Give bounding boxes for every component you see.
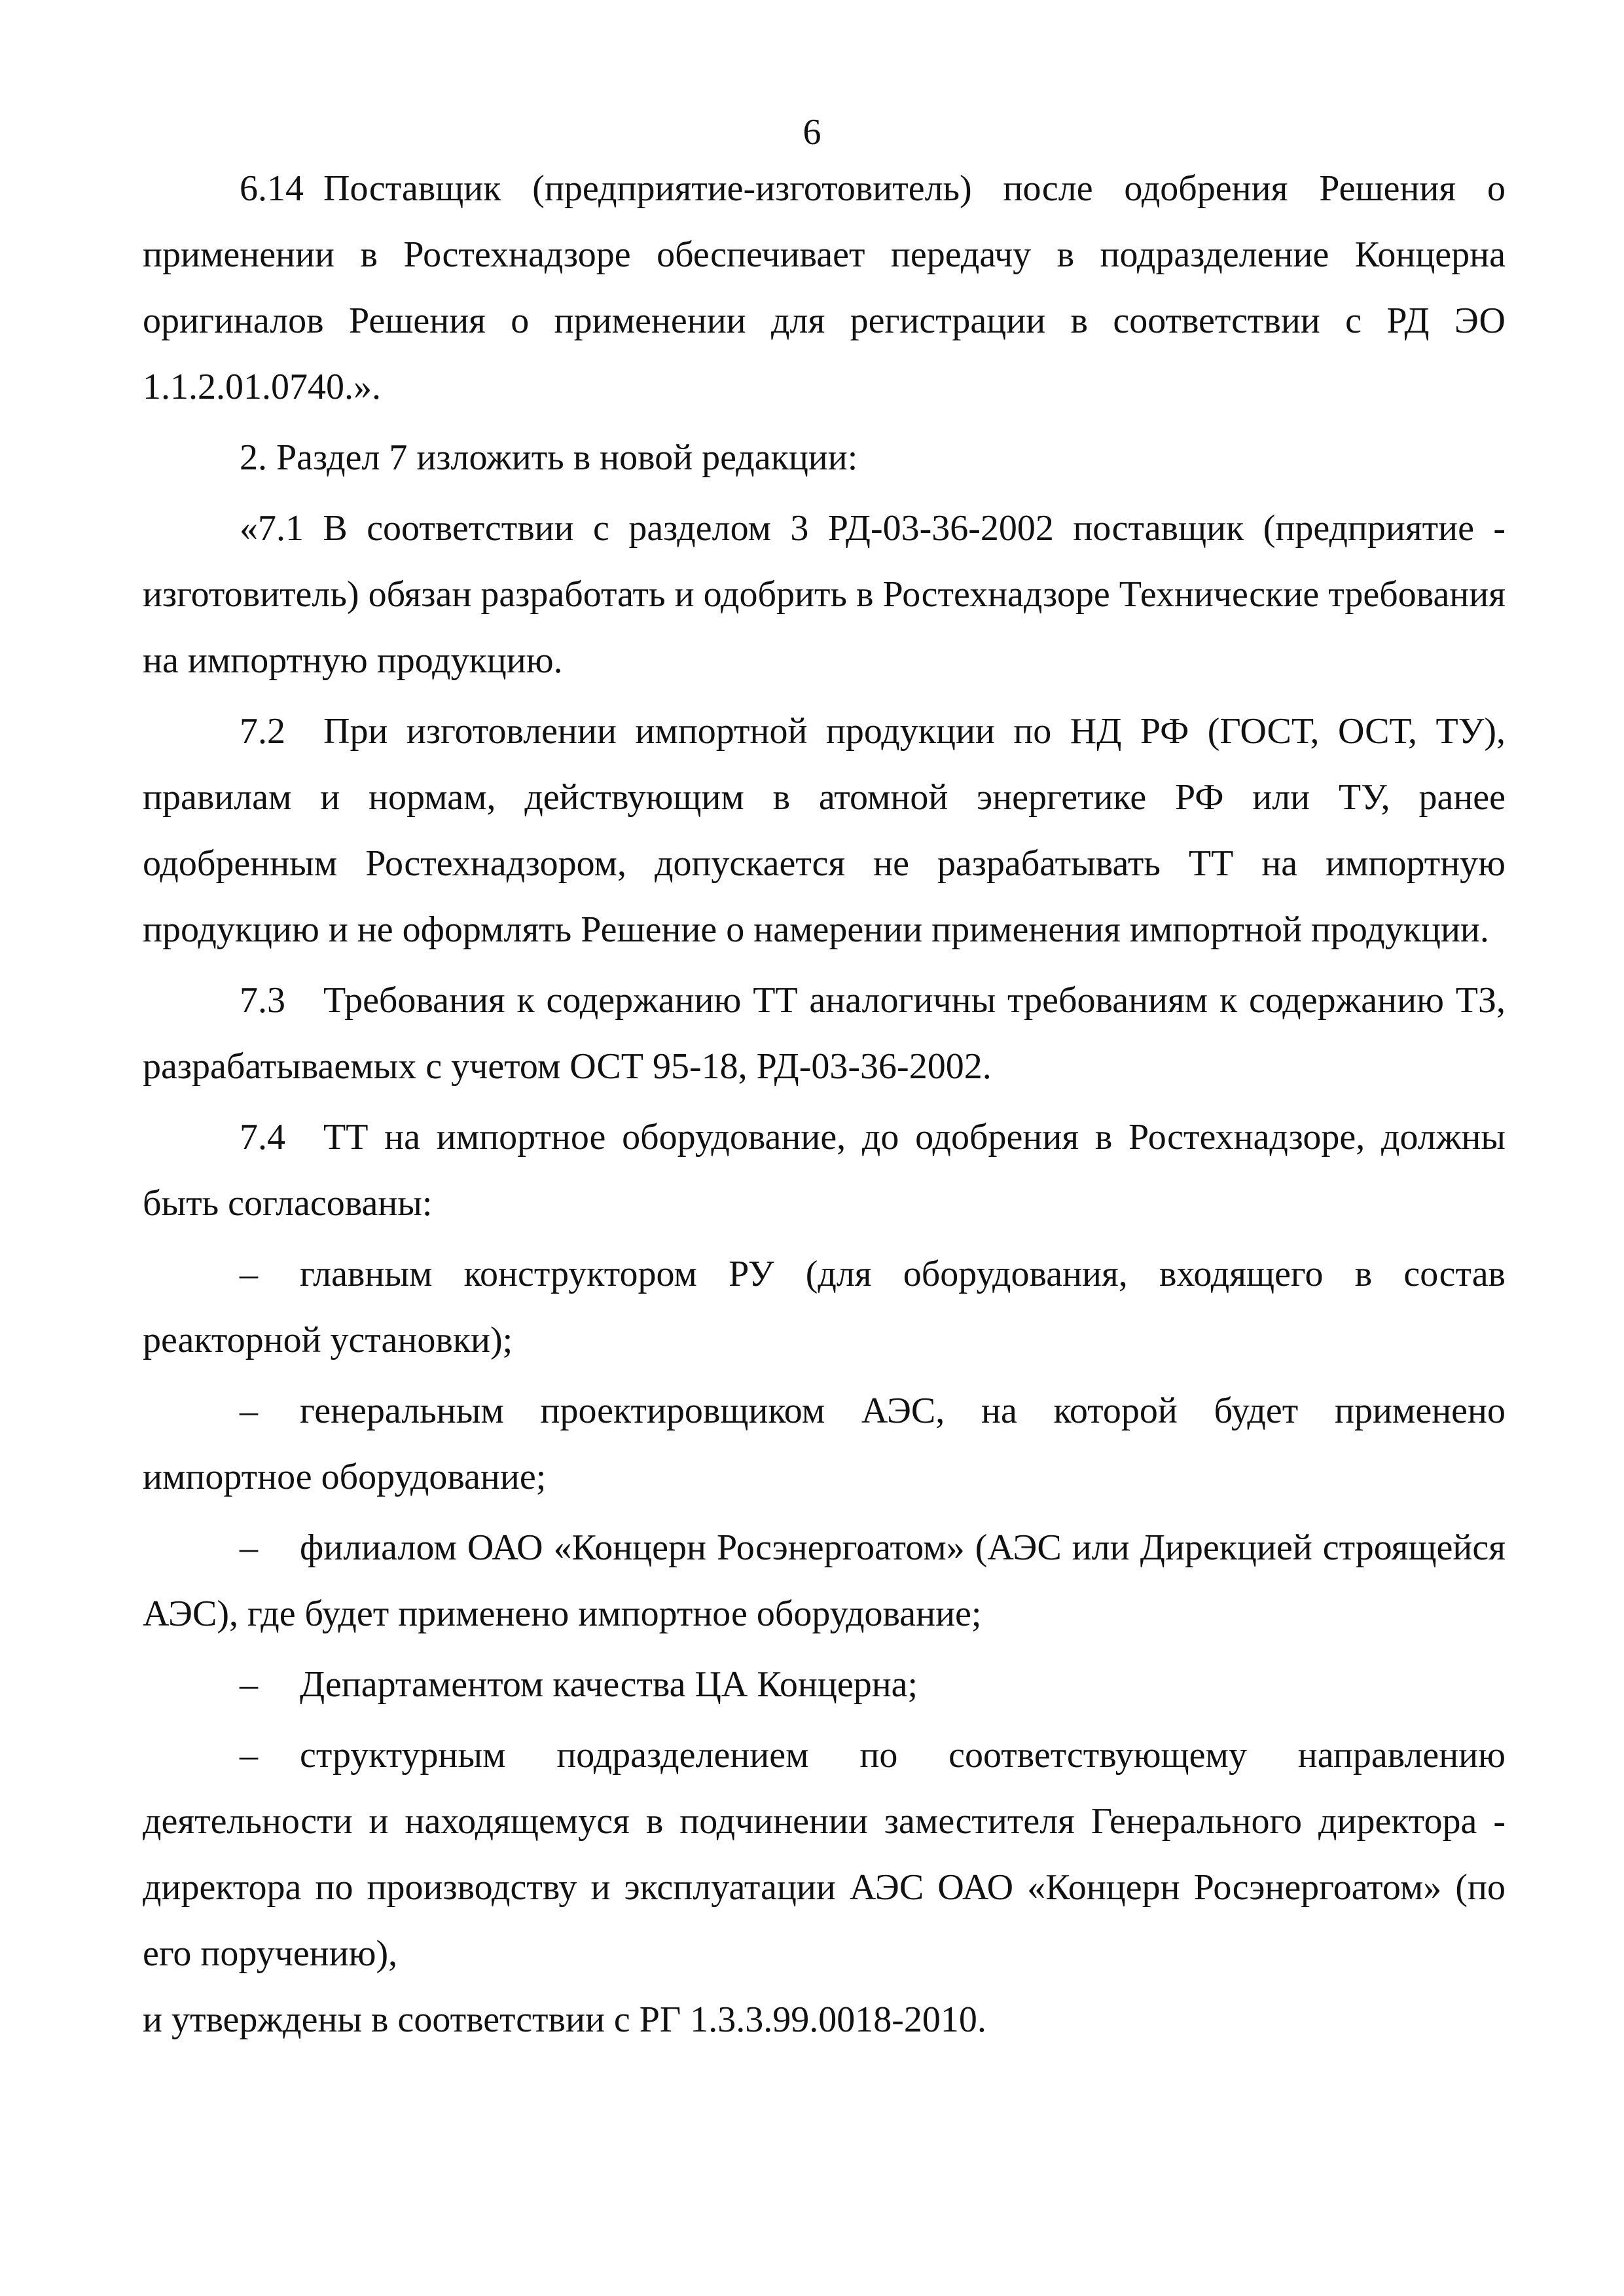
list-item	[143, 1378, 1506, 1510]
list-item-text: Департаментом качества ЦА Концерна;	[300, 1664, 918, 1705]
list-dash: –	[240, 1735, 258, 1776]
paragraph-number: 7.3	[240, 980, 285, 1021]
list-item	[143, 1515, 1506, 1647]
paragraph-7-4	[143, 1104, 1506, 1237]
paragraph-7-1	[143, 496, 1506, 694]
list-dash: –	[240, 1527, 258, 1568]
document-body	[143, 156, 1506, 2053]
closing-line: и утверждены в соответствии с РГ 1.3.3.99.0018-2010.	[143, 1999, 986, 2040]
list-item	[143, 1652, 1506, 1718]
list-dash: –	[240, 1664, 258, 1705]
paragraph-7-2	[143, 699, 1506, 963]
page-number: 6	[803, 112, 821, 153]
paragraph-number: 2.	[240, 437, 267, 478]
paragraph-2	[143, 425, 1506, 491]
paragraph-number: 6.14	[240, 168, 304, 209]
paragraph-text: Поставщик (предприятие-изготовитель) после одобрения Решения о применении в Ростехнадзоре обеспечивает передачу в подразделение Концерна оригиналов Решения о применении для регистрации в соответствии с РД ЭО 1.1.2.01.0740.».	[143, 168, 1506, 407]
paragraph-7-3	[143, 968, 1506, 1100]
list-item	[143, 1241, 1506, 1374]
paragraph-text: ТТ на импортное оборудование, до одобрения в Ростехнадзоре, должны быть согласованы:	[143, 1117, 1506, 1224]
paragraph-text: Раздел 7 изложить в новой редакции:	[276, 437, 858, 478]
paragraph-text: Требования к содержанию ТТ аналогичны требованиям к содержанию ТЗ, разрабатываемых с учетом ОСТ 95-18, РД-03-36-2002.	[143, 980, 1506, 1087]
list-item	[143, 1722, 1506, 1987]
paragraph-number: 7.4	[240, 1117, 285, 1157]
list-item-text: генеральным проектировщиком АЭС, на которой будет применено импортное оборудование;	[143, 1391, 1506, 1497]
list-item-text: главным конструктором РУ (для оборудования, входящего в состав реакторной установки);	[143, 1254, 1506, 1360]
list-dash: –	[240, 1254, 258, 1294]
paragraph-6-14	[143, 156, 1506, 420]
paragraph-text: При изготовлении импортной продукции по НД РФ (ГОСТ, ОСТ, ТУ), правилам и нормам, действующим в атомной энергетике РФ или ТУ, ранее одобренным Ростехнадзором, допускается не разрабатывать ТТ на импортную продукцию и не оформлять Решение о намерении применения импортной продукции.	[143, 711, 1506, 950]
list-item-text: структурным подразделением по соответствующему направлению деятельности и находящемуся в подчинении заместителя Генерального директора - директора по производству и эксплуатации АЭС ОАО «Концерн Росэнергоатом» (по его поручению),	[143, 1735, 1506, 1974]
list-item-text: филиалом ОАО «Концерн Росэнергоатом» (АЭС или Дирекцией строящейся АЭС), где будет применено импортное оборудование;	[143, 1527, 1506, 1634]
paragraph-text: «7.1 В соответствии с разделом 3 РД-03-36-2002 поставщик (предприятие - изготовитель) обязан разработать и одобрить в Ростехнадзоре Технические требования на импортную продукцию.	[143, 508, 1506, 681]
list-dash: –	[240, 1391, 258, 1431]
paragraph-number: 7.2	[240, 711, 285, 752]
